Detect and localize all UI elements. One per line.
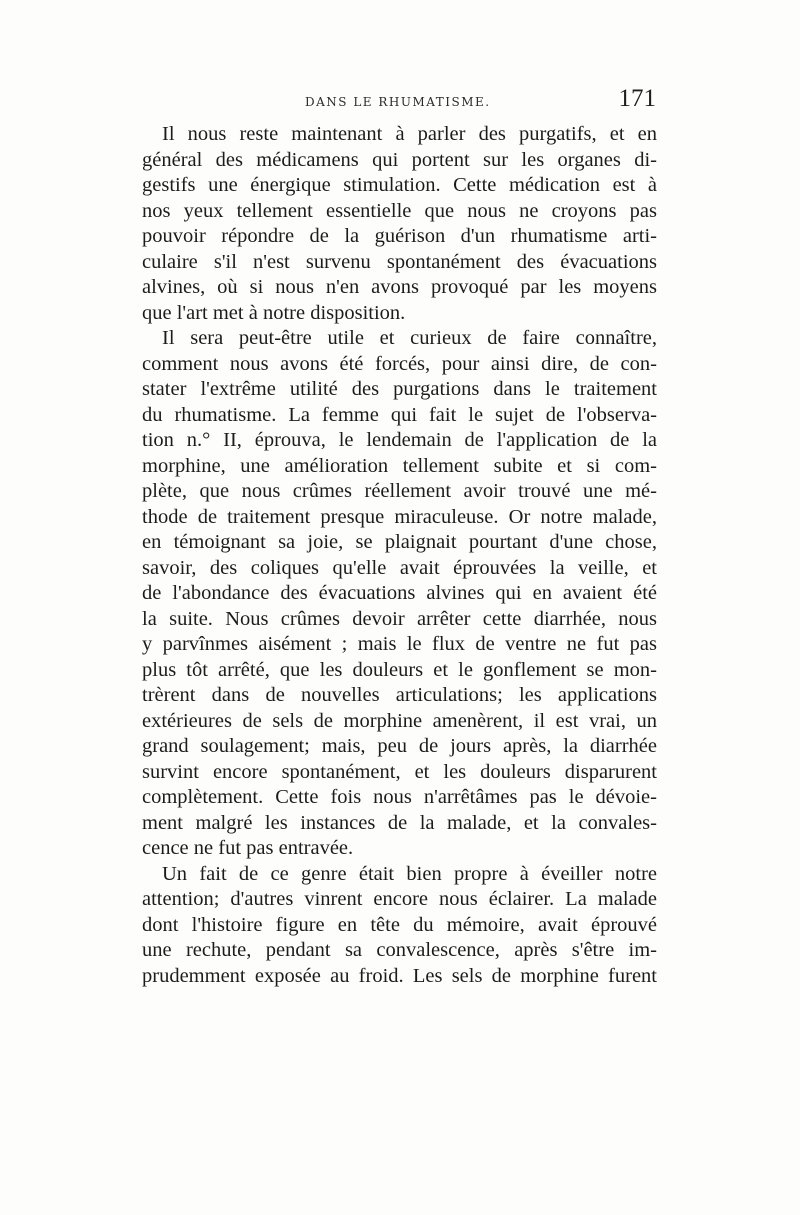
text-line: pouvoir répondre de la guérison d'un rhumatisme arti- <box>142 225 657 247</box>
text-line: la suite. Nous crûmes devoir arrêter cette diarrhée, nous <box>142 607 657 630</box>
text-line: nos yeux tellement essentielle que nous ne croyons pas <box>142 199 657 222</box>
text-line: complètement. Cette fois nous n'arrêtâmes pas le dévoie- <box>142 786 657 808</box>
text-line: que l'art met à notre disposition. <box>142 301 406 324</box>
text-line: Il sera peut-être utile et curieux de faire connaître, <box>162 327 657 349</box>
text-line: attention; d'autres vinrent encore nous éclairer. La malade <box>142 888 657 910</box>
text-line: alvines, où si nous n'en avons provoqué par les moyens <box>142 276 657 298</box>
text-line: du rhumatisme. La femme qui fait le sujet de l'observa- <box>142 403 657 426</box>
text-line: tion n.° II, éprouva, le lendemain de l'application de la <box>142 429 657 451</box>
text-line: dont l'histoire figure en tête du mémoire, avait éprouvé <box>142 913 657 936</box>
text-line: Il nous reste maintenant à parler des purgatifs, et en <box>162 123 657 145</box>
paragraph <box>142 122 657 326</box>
text-line: prudemment exposée au froid. Les sels de morphine furent <box>142 964 657 987</box>
text-line: en témoignant sa joie, se plaignait pourtant d'une chose, <box>142 531 657 553</box>
text-line: culaire s'il n'est survenu spontanément des évacuations <box>142 250 657 273</box>
text-line: ment malgré les instances de la malade, et la convales- <box>142 811 657 834</box>
text-line: une rechute, pendant sa convalescence, après s'être im- <box>142 939 657 961</box>
text-line: extérieures de sels de morphine amenèrent, il est vrai, un <box>142 709 657 732</box>
text-line: grand soulagement; mais, peu de jours après, la diarrhée <box>142 735 657 757</box>
page-number: 171 <box>618 85 656 112</box>
text-line: plète, que nous crûmes réellement avoir trouvé une mé- <box>142 480 657 502</box>
page-header <box>140 83 660 113</box>
text-line: stater l'extrême utilité des purgations dans le traitement <box>142 378 657 400</box>
paragraph <box>142 862 657 990</box>
text-line: gestifs une énergique stimulation. Cette médication est à <box>142 174 657 196</box>
text-line: morphine, une amélioration tellement subite et si com- <box>142 454 657 477</box>
text-line: thode de traitement presque miraculeuse. Or notre malade, <box>142 505 657 528</box>
text-line: Un fait de ce genre était bien propre à éveiller notre <box>162 862 657 885</box>
text-line: de l'abondance des évacuations alvines qui en avaient été <box>142 582 657 604</box>
body-text <box>142 122 657 989</box>
text-line: comment nous avons été forcés, pour ainsi dire, de con- <box>142 352 657 375</box>
text-line: savoir, des coliques qu'elle avait éprouvées la veille, et <box>142 556 657 579</box>
text-line: y parvînmes aisément ; mais le flux de ventre ne fut pas <box>142 633 657 655</box>
text-line: plus tôt arrêté, que les douleurs et le gonflement se mon- <box>142 658 657 681</box>
text-line: général des médicamens qui portent sur les organes di- <box>142 148 657 171</box>
text-line: cence ne fut pas entravée. <box>142 837 354 859</box>
text-line: trèrent dans de nouvelles articulations; les applications <box>142 684 657 706</box>
text-line: survint encore spontanément, et les douleurs disparurent <box>142 760 657 783</box>
paragraph <box>142 326 657 862</box>
running-head: DANS LE RHUMATISME. <box>305 95 491 109</box>
